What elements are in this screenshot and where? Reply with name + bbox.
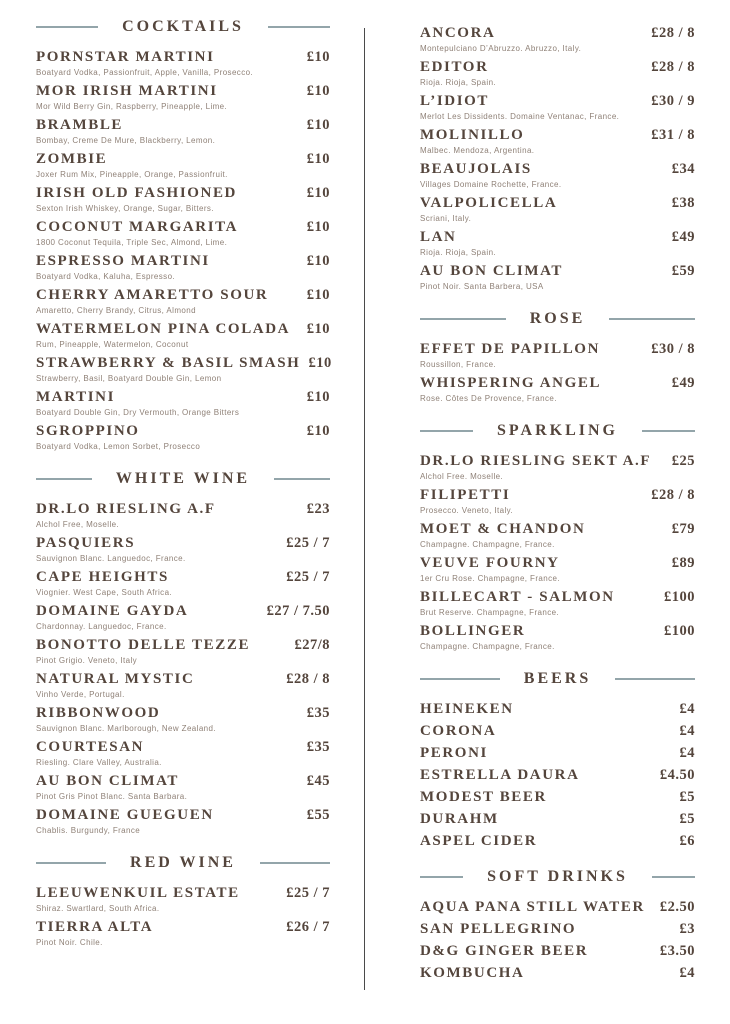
item-row <box>420 126 695 144</box>
item-row <box>420 520 695 538</box>
item-row <box>420 766 695 784</box>
heading-rule-left <box>36 862 106 864</box>
item-row <box>420 58 695 76</box>
item-name: HEINEKEN <box>420 701 514 717</box>
item-name: DURAHM <box>420 811 499 827</box>
item-name: PORNSTAR MARTINI <box>36 49 215 65</box>
section-title: COCKTAILS <box>122 18 244 35</box>
item-name: BILLECART - SALMON <box>420 589 615 605</box>
item-name: MODEST BEER <box>420 789 547 805</box>
menu-item <box>36 884 330 914</box>
menu-item <box>420 700 695 718</box>
item-price: £27/8 <box>294 637 330 653</box>
item-price: £89 <box>671 555 695 571</box>
item-price: £35 <box>306 739 330 755</box>
menu-column-right <box>365 0 730 1024</box>
item-name: EFFET DE PAPILLON <box>420 341 600 357</box>
item-description: 1800 Coconut Tequila, Triple Sec, Almond, Lime. <box>36 238 228 247</box>
item-description: Pinot Grigio. Veneto, Italy <box>36 656 138 665</box>
item-row <box>36 772 330 790</box>
item-description: Montepulciano D’Abruzzo. Abruzzo, Italy. <box>420 44 582 53</box>
item-name: DR.LO RIESLING A.F <box>36 501 216 517</box>
menu-item <box>36 286 330 316</box>
item-price: £45 <box>306 773 330 789</box>
item-name: CORONA <box>420 723 497 739</box>
item-description: Vinho Verde, Portugal. <box>36 690 125 699</box>
item-row <box>420 340 695 358</box>
item-description: Brut Reserve. Champagne, France. <box>420 608 560 617</box>
item-price: £3 <box>679 921 695 937</box>
heading-rule-right <box>652 876 695 878</box>
item-row <box>420 160 695 178</box>
item-description: Pinot Gris Pinot Blanc. Santa Barbara. <box>36 792 188 801</box>
item-description: Rioja. Rioja, Spain. <box>420 78 497 87</box>
item-price: £34 <box>671 161 695 177</box>
item-description: 1er Cru Rose. Champagne, France. <box>420 574 560 583</box>
item-name: WATERMELON PINA COLADA <box>36 321 291 337</box>
heading-rule-left <box>420 876 463 878</box>
item-name: PERONI <box>420 745 488 761</box>
item-price: £55 <box>306 807 330 823</box>
item-price: £3.50 <box>659 943 695 959</box>
item-name: SAN PELLEGRINO <box>420 921 577 937</box>
item-row <box>36 884 330 902</box>
item-row <box>420 588 695 606</box>
item-row <box>36 636 330 654</box>
item-name: KOMBUCHA <box>420 965 525 981</box>
item-price: £10 <box>306 117 330 133</box>
item-description: Viognier. West Cape, South Africa. <box>36 588 173 597</box>
heading-rule-left <box>420 430 473 432</box>
section-title: SOFT DRINKS <box>487 868 628 885</box>
item-description: Rum, Pineapple, Watermelon, Coconut <box>36 340 189 349</box>
heading-rule-right <box>268 26 330 28</box>
menu-item <box>420 766 695 784</box>
menu-item <box>36 636 330 666</box>
item-description: Riesling. Clare Valley, Australia. <box>36 758 162 767</box>
menu-item <box>36 568 330 598</box>
item-row <box>36 48 330 66</box>
section-title: ROSE <box>529 310 586 327</box>
item-description: Sauvignon Blanc. Languedoc, France. <box>36 554 186 563</box>
item-price: £28 / 8 <box>286 671 330 687</box>
menu-item <box>36 354 330 384</box>
item-row <box>36 388 330 406</box>
item-name: COCONUT MARGARITA <box>36 219 239 235</box>
menu-item <box>420 744 695 762</box>
menu-item <box>36 738 330 768</box>
section-header-sparkling <box>420 422 695 440</box>
item-description: Joxer Rum Mix, Pineapple, Orange, Passionfruit. <box>36 170 228 179</box>
item-name: BEAUJOLAIS <box>420 161 532 177</box>
item-description: Roussillon, France. <box>420 360 497 369</box>
item-row <box>36 320 330 338</box>
item-name: WHISPERING ANGEL <box>420 375 602 391</box>
item-row <box>420 722 695 740</box>
item-name: EDITOR <box>420 59 489 75</box>
section-items <box>420 452 695 652</box>
item-row <box>420 898 695 916</box>
item-name: CHERRY AMARETTO SOUR <box>36 287 269 303</box>
item-name: ASPEL CIDER <box>420 833 538 849</box>
item-price: £59 <box>671 263 695 279</box>
item-price: £4 <box>679 965 695 981</box>
item-name: MOR IRISH MARTINI <box>36 83 218 99</box>
item-price: £27 / 7.50 <box>266 603 330 619</box>
menu-item <box>420 898 695 916</box>
item-name: BONOTTO DELLE TEZZE <box>36 637 251 653</box>
heading-rule-right <box>260 862 330 864</box>
section-items <box>420 24 695 292</box>
item-name: STRAWBERRY & BASIL SMASH <box>36 355 301 371</box>
menu-item <box>36 116 330 146</box>
menu-item <box>420 588 695 618</box>
item-row <box>420 832 695 850</box>
item-row <box>36 918 330 936</box>
heading-rule-left <box>36 26 98 28</box>
item-name: BRAMBLE <box>36 117 124 133</box>
section-header-red-wine <box>36 854 330 872</box>
item-price: £49 <box>671 375 695 391</box>
item-name: VEUVE FOURNY <box>420 555 560 571</box>
menu-item <box>36 218 330 248</box>
item-row <box>36 568 330 586</box>
item-price: £25 / 7 <box>286 885 330 901</box>
item-description: Shiraz. Swartlard, South Africa. <box>36 904 160 913</box>
item-description: Merlot Les Dissidents. Domaine Ventanac, France. <box>420 112 620 121</box>
section-header-rose <box>420 310 695 328</box>
item-price: £100 <box>664 623 695 639</box>
item-name: D&G GINGER BEER <box>420 943 589 959</box>
item-row <box>420 228 695 246</box>
heading-rule-left <box>420 678 500 680</box>
heading-rule-right <box>642 430 695 432</box>
section-items <box>420 898 695 982</box>
item-price: £10 <box>306 423 330 439</box>
item-row <box>36 286 330 304</box>
item-row <box>420 486 695 504</box>
menu-item <box>420 810 695 828</box>
item-row <box>36 602 330 620</box>
item-description: Alchol Free, Moselle. <box>36 520 120 529</box>
item-row <box>36 82 330 100</box>
item-description: Rose. Côtes De Provence, France. <box>420 394 557 403</box>
menu-item <box>36 918 330 948</box>
menu-item <box>420 832 695 850</box>
item-row <box>420 374 695 392</box>
item-price: £100 <box>664 589 695 605</box>
item-price: £4 <box>679 701 695 717</box>
menu-item <box>420 622 695 652</box>
item-description: Champagne. Champagne, France. <box>420 540 555 549</box>
item-row <box>420 262 695 280</box>
item-row <box>420 788 695 806</box>
menu-item <box>36 704 330 734</box>
item-row <box>36 354 330 372</box>
item-description: Amaretto, Cherry Brandy, Citrus, Almond <box>36 306 196 315</box>
menu-item <box>36 806 330 836</box>
menu-item <box>36 772 330 802</box>
heading-rule-left <box>420 318 506 320</box>
item-description: Champagne. Champagne, France. <box>420 642 555 651</box>
item-name: L’IDIOT <box>420 93 490 109</box>
item-description: Sexton Irish Whiskey, Orange, Sugar, Bitters. <box>36 204 214 213</box>
menu-item <box>420 126 695 156</box>
item-price: £30 / 8 <box>651 341 695 357</box>
menu-item <box>36 150 330 180</box>
item-name: LEEUWENKUIL ESTATE <box>36 885 240 901</box>
menu-item <box>36 670 330 700</box>
item-row <box>36 670 330 688</box>
item-price: £28 / 8 <box>651 59 695 75</box>
item-name: VALPOLICELLA <box>420 195 558 211</box>
item-row <box>420 194 695 212</box>
item-row <box>420 700 695 718</box>
item-name: ESTRELLA DAURA <box>420 767 580 783</box>
item-price: £10 <box>306 389 330 405</box>
item-price: £38 <box>671 195 695 211</box>
item-row <box>36 534 330 552</box>
section-title: SPARKLING <box>497 422 618 439</box>
item-row <box>420 810 695 828</box>
item-price: £49 <box>671 229 695 245</box>
item-name: DOMAINE GUEGUEN <box>36 807 214 823</box>
item-row <box>420 622 695 640</box>
item-price: £23 <box>306 501 330 517</box>
menu-item <box>420 942 695 960</box>
heading-rule-left <box>36 478 92 480</box>
item-price: £10 <box>306 151 330 167</box>
item-row <box>420 964 695 982</box>
item-name: COURTESAN <box>36 739 145 755</box>
item-row <box>36 116 330 134</box>
item-description: Sauvignon Blanc. Marlborough, New Zealand. <box>36 724 217 733</box>
section-header-white-wine <box>36 470 330 488</box>
item-price: £28 / 8 <box>651 487 695 503</box>
menu-item <box>420 194 695 224</box>
section-items <box>36 48 330 452</box>
item-description: Chablis. Burgundy, France <box>36 826 141 835</box>
menu-item <box>36 602 330 632</box>
section-header-soft-drinks <box>420 868 695 886</box>
item-name: MOLINILLO <box>420 127 525 143</box>
menu-item <box>36 388 330 418</box>
item-description: Mor Wild Berry Gin, Raspberry, Pineapple, Lime. <box>36 102 228 111</box>
item-price: £10 <box>306 253 330 269</box>
item-row <box>36 422 330 440</box>
item-description: Pinot Noir. Santa Barbera, USA <box>420 282 544 291</box>
section-title: RED WINE <box>130 854 236 871</box>
section-title: WHITE WINE <box>115 470 251 487</box>
item-row <box>420 920 695 938</box>
item-description: Alchol Free. Moselle. <box>420 472 504 481</box>
menu-item <box>420 340 695 370</box>
item-row <box>36 704 330 722</box>
item-row <box>36 500 330 518</box>
item-price: £10 <box>308 355 332 371</box>
menu-item <box>36 534 330 564</box>
item-name: SGROPPINO <box>36 423 140 439</box>
section-items <box>420 340 695 404</box>
menu-item <box>36 184 330 214</box>
menu-item <box>420 554 695 584</box>
item-price: £4 <box>679 723 695 739</box>
item-price: £5 <box>679 811 695 827</box>
menu-item <box>36 320 330 350</box>
item-price: £10 <box>306 49 330 65</box>
heading-rule-right <box>615 678 695 680</box>
section-header-beers <box>420 670 695 688</box>
item-price: £35 <box>306 705 330 721</box>
item-name: CAPE HEIGHTS <box>36 569 169 585</box>
item-row <box>420 24 695 42</box>
item-description: Bombay, Creme De Mure, Blackberry, Lemon. <box>36 136 216 145</box>
section-items <box>36 500 330 836</box>
item-name: DR.LO RIESLING SEKT A.F <box>420 453 652 469</box>
item-row <box>36 252 330 270</box>
item-price: £5 <box>679 789 695 805</box>
item-price: £10 <box>306 287 330 303</box>
item-description: Boatyard Vodka, Kaluha, Espresso. <box>36 272 176 281</box>
item-price: £10 <box>306 83 330 99</box>
item-price: £25 <box>671 453 695 469</box>
menu-item <box>420 92 695 122</box>
item-name: PASQUIERS <box>36 535 136 551</box>
item-row <box>36 738 330 756</box>
menu-item <box>420 228 695 258</box>
item-row <box>420 452 695 470</box>
menu-item <box>36 422 330 452</box>
menu-item <box>420 262 695 292</box>
item-description: Prosecco. Veneto, Italy. <box>420 506 514 515</box>
heading-rule-right <box>274 478 330 480</box>
item-description: Strawberry, Basil, Boatyard Double Gin, Lemon <box>36 374 222 383</box>
item-price: £6 <box>679 833 695 849</box>
item-name: LAN <box>420 229 457 245</box>
item-description: Villages Domaine Rochette, France. <box>420 180 562 189</box>
item-row <box>420 92 695 110</box>
item-name: IRISH OLD FASHIONED <box>36 185 237 201</box>
column-divider <box>364 28 365 990</box>
item-description: Scriani, Italy. <box>420 214 472 223</box>
item-price: £79 <box>671 521 695 537</box>
menu-item <box>420 374 695 404</box>
menu-item <box>420 964 695 982</box>
item-price: £30 / 9 <box>651 93 695 109</box>
item-description: Rioja. Rioja, Spain. <box>420 248 497 257</box>
item-name: ZOMBIE <box>36 151 108 167</box>
item-price: £25 / 7 <box>286 569 330 585</box>
heading-rule-right <box>609 318 695 320</box>
item-row <box>36 150 330 168</box>
item-description: Chardonnay. Languedoc, France. <box>36 622 167 631</box>
menu-item <box>36 500 330 530</box>
menu-item <box>420 58 695 88</box>
item-price: £10 <box>306 321 330 337</box>
item-price: £4.50 <box>659 767 695 783</box>
menu-item <box>420 788 695 806</box>
item-row <box>36 806 330 824</box>
section-items <box>36 884 330 948</box>
item-price: £10 <box>306 219 330 235</box>
item-price: £25 / 7 <box>286 535 330 551</box>
item-name: BOLLINGER <box>420 623 526 639</box>
item-price: £2.50 <box>659 899 695 915</box>
item-description: Pinot Noir. Chile. <box>36 938 103 947</box>
item-price: £4 <box>679 745 695 761</box>
item-name: ANCORA <box>420 25 496 41</box>
item-name: AU BON CLIMAT <box>420 263 564 279</box>
item-row <box>36 218 330 236</box>
menu-item <box>420 486 695 516</box>
item-description: Boatyard Vodka, Passionfruit, Apple, Vanilla, Prosecco. <box>36 68 254 77</box>
item-price: £31 / 8 <box>651 127 695 143</box>
item-name: MOET & CHANDON <box>420 521 586 537</box>
item-name: RIBBONWOOD <box>36 705 161 721</box>
item-row <box>420 942 695 960</box>
item-name: AQUA PANA STILL WATER <box>420 899 645 915</box>
item-name: DOMAINE GAYDA <box>36 603 189 619</box>
item-name: TIERRA ALTA <box>36 919 154 935</box>
menu-item <box>420 722 695 740</box>
item-price: £26 / 7 <box>286 919 330 935</box>
menu-item <box>420 24 695 54</box>
item-description: Boatyard Double Gin, Dry Vermouth, Orange Bitters <box>36 408 240 417</box>
menu-item <box>420 160 695 190</box>
section-title: BEERS <box>523 670 592 687</box>
section-header-cocktails <box>36 18 330 36</box>
item-row <box>36 184 330 202</box>
item-row <box>420 744 695 762</box>
item-name: ESPRESSO MARTINI <box>36 253 210 269</box>
item-price: £10 <box>306 185 330 201</box>
item-name: MARTINI <box>36 389 116 405</box>
menu-item <box>36 252 330 282</box>
menu-item <box>36 82 330 112</box>
item-description: Boatyard Vodka, Lemon Sorbet, Prosecco <box>36 442 201 451</box>
item-name: NATURAL MYSTIC <box>36 671 195 687</box>
section-items <box>420 700 695 850</box>
menu-item <box>36 48 330 78</box>
item-row <box>420 554 695 572</box>
item-name: AU BON CLIMAT <box>36 773 180 789</box>
menu-item <box>420 920 695 938</box>
menu-item <box>420 520 695 550</box>
item-price: £28 / 8 <box>651 25 695 41</box>
item-description: Malbec. Mendoza, Argentina. <box>420 146 535 155</box>
menu-item <box>420 452 695 482</box>
item-name: FILIPETTI <box>420 487 511 503</box>
